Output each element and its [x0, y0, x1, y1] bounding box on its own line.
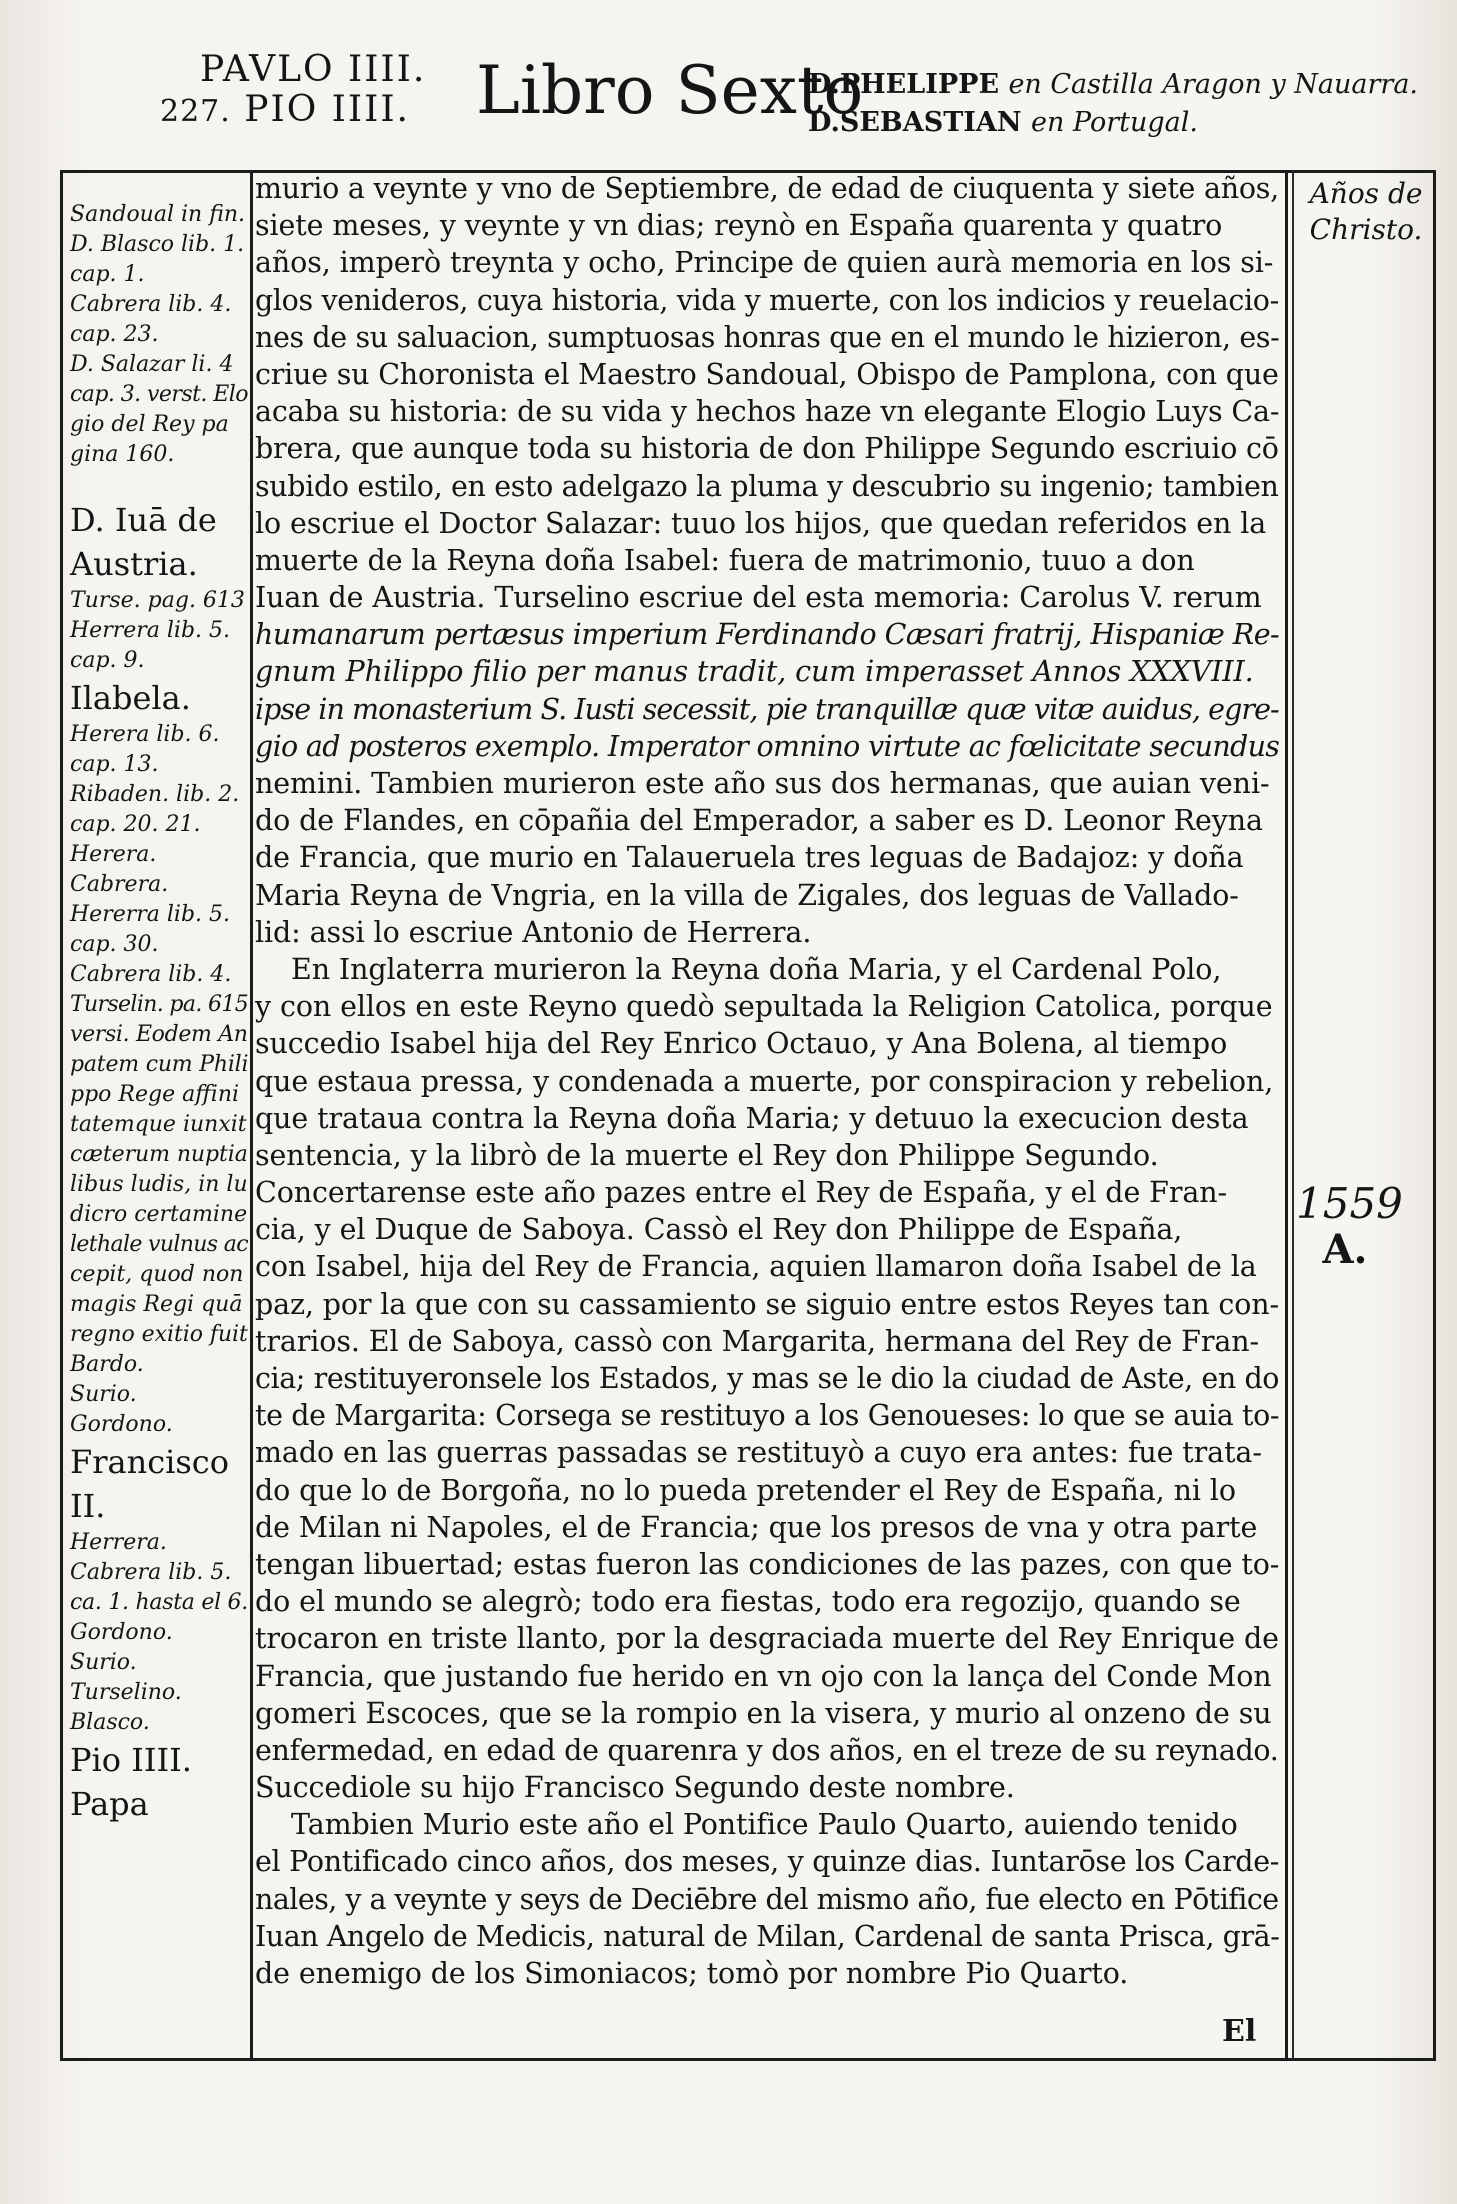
right-column-rule	[1285, 170, 1288, 2058]
margin-note: regno exitio fuit	[70, 1322, 248, 1347]
margin-note: Herera.	[70, 842, 157, 867]
years-heading-2: Christo.	[1309, 213, 1423, 246]
margin-heading-papa: Papa	[70, 1785, 149, 1823]
text-line: que estaua pressa, y condenada a muerte, por conspiracion y rebelion,	[255, 1064, 1274, 1098]
paragraph-start-tambien: Tambien Murio este año el Pontifice Paulo Quarto, auiendo tenido	[291, 1808, 1238, 1842]
margin-note: Herrera.	[70, 1530, 167, 1555]
margin-note: dicro certamine	[70, 1202, 248, 1227]
margin-note: Gordono.	[70, 1620, 173, 1645]
margin-note: cepit, quod non	[70, 1262, 244, 1287]
margin-note: cæterum nuptia	[70, 1142, 248, 1167]
text-line: con Isabel, hija del Rey de Francia, aquien llamaron doña Isabel de la	[255, 1250, 1257, 1284]
text-line: mado en las guerras passadas se restituyò a cuyo era antes: fue trata-	[255, 1436, 1262, 1470]
text-line: Succediole su hijo Francisco Segundo deste nombre.	[255, 1771, 1015, 1805]
text-line: Maria Reyna de Vngria, en la villa de Zigales, dos leguas de Vallado-	[255, 878, 1239, 912]
margin-note: Turselino.	[70, 1680, 182, 1705]
margin-note: Cabrera.	[70, 872, 169, 897]
margin-note: cap. 20. 21.	[70, 812, 201, 837]
text-line-latin-quote: gnum Philippo filio per manus tradit, cum imperasset Annos XXXVIII.	[255, 655, 1254, 689]
text-line: trocaron en triste llanto, por la desgraciada muerte del Rey Enrique de	[255, 1622, 1279, 1656]
margin-note: gina 160.	[70, 442, 175, 467]
margin-note: lethale vulnus ac	[70, 1232, 248, 1257]
margin-note: Turse. pag. 613	[70, 588, 245, 613]
text-line: do de Flandes, en cōpañia del Emperador, a saber es D. Leonor Reyna	[255, 804, 1263, 838]
margin-note: Herrera lib. 5.	[70, 618, 231, 643]
margin-heading-francisco: Francisco	[70, 1443, 229, 1481]
margin-note: cap. 1.	[70, 262, 145, 287]
text-line-latin-quote: humanarum pertæsus imperium Ferdinando Cæsari fratrij, Hispaniæ Re-	[255, 618, 1280, 652]
margin-note: Sandoual in fin.	[70, 202, 246, 227]
margin-note: libus ludis, in lu	[70, 1172, 248, 1197]
pope-line-2: PIO IIII.	[244, 89, 410, 130]
margin-note: Hererra lib. 5.	[70, 902, 231, 927]
margin-note: cap. 23.	[70, 322, 159, 347]
text-line: Iuan Angelo de Medicis, natural de Milan, Cardenal de santa Prisca, grā-	[255, 1919, 1280, 1953]
text-line: te de Margarita: Corsega se restituyo a los Genoueses: lo que se auia to-	[255, 1399, 1280, 1433]
text-line: cia; restituyeronsele los Estados, y mas se le dio la ciudad de Aste, en do	[255, 1362, 1280, 1395]
text-line: de Milan ni Napoles, el de Francia; que los presos de vna y otra parte	[255, 1510, 1258, 1544]
text-line-latin-quote: gio ad posteros exemplo. Imperator omnino virtute ac fœlicitate secundus	[255, 729, 1280, 763]
text-line: años, imperò treynta y ocho, Principe de quien aurà memoria en los si-	[255, 246, 1274, 280]
text-line: subido estilo, en esto adelgazo la pluma y descubrio su ingenio; tambien	[255, 469, 1279, 503]
catchword: El	[1222, 2014, 1257, 2049]
margin-note: Gordono.	[70, 1412, 173, 1437]
text-line: paz, por la que con su cassamiento se siguio entre estos Reyes tan con-	[255, 1287, 1280, 1321]
text-line: gomeri Escoces, que se la rompio en la visera, y murio al onzeno de su	[255, 1696, 1272, 1730]
right-column-rule-inner	[1292, 170, 1294, 2058]
margin-note: ppo Rege affini	[70, 1082, 240, 1107]
margin-heading-pio-iiii: Pio IIII.	[70, 1741, 192, 1779]
text-line: nes de su saluacion, sumptuosas honras que en el mundo le hizieron, es-	[255, 320, 1280, 354]
book-title: Libro Sexto	[476, 52, 864, 129]
text-line: el Pontificado cinco años, dos meses, y quinze dias. Iuntarōse los Carde-	[255, 1845, 1280, 1879]
folio-number: 227.	[160, 94, 231, 129]
margin-note: Cabrera lib. 4.	[70, 292, 232, 317]
king-name-1: D.PHELIPPE	[808, 69, 1000, 100]
text-line: trarios. El de Saboya, cassò con Margarita, hermana del Rey de Fran-	[255, 1324, 1260, 1358]
right-margin	[1296, 176, 1436, 248]
text-line: do el mundo se alegrò; todo era fiestas, todo era regozijo, quando se	[255, 1585, 1241, 1619]
king-realm-1: en Castilla Aragon y Nauarra.	[1008, 69, 1419, 100]
paragraph-start-inglaterra: En Inglaterra murieron la Reyna doña Maria, y el Cardenal Polo,	[291, 952, 1222, 986]
text-line: lo escriue el Doctor Salazar: tuuo los hijos, que quedan referidos en la	[255, 506, 1267, 540]
text-line: murio a veynte y vno de Septiembre, de edad de ciuquenta y siete años,	[255, 172, 1279, 205]
margin-note: cap. 13.	[70, 752, 159, 777]
margin-heading-juan-de-austria-2: Austria.	[70, 545, 198, 583]
margin-note: D. Salazar li. 4	[70, 352, 234, 377]
margin-note: patem cum Phili	[70, 1052, 249, 1077]
year-letter-marker: A.	[1322, 1226, 1368, 1273]
margin-note: D. Blasco lib. 1.	[70, 232, 245, 257]
paragraph-start-concertarense: Concertarense este año pazes entre el Rey de España, y el de Fran-	[255, 1176, 1228, 1210]
text-line: Iuan de Austria. Turselino escriue del esta memoria: Carolus V. rerum	[255, 581, 1262, 615]
text-line: que trataua contra la Reyna doña Maria; y detuuo la execucion desta	[255, 1101, 1249, 1135]
text-line-latin-quote: ipse in monasterium S. Iusti secessit, pie tranquillæ quæ vitæ auidus, egre-	[255, 692, 1279, 726]
margin-note: Bardo.	[70, 1352, 144, 1377]
text-line: y con ellos en este Reyno quedò sepultada la Religion Catolica, porque	[255, 990, 1273, 1024]
margin-note: cap. 3. verst. Elo	[70, 382, 248, 407]
text-line: nemini. Tambien murieron este año sus dos hermanas, que auian veni-	[255, 767, 1270, 800]
margin-note: Blasco.	[70, 1710, 150, 1735]
text-line: de Francia, que murio en Talaueruela tres leguas de Badajoz: y doña	[255, 841, 1244, 875]
margin-heading-francisco-2: II.	[70, 1487, 106, 1525]
running-head-right	[808, 66, 1418, 142]
text-line: tengan libuertad; estas fueron las condiciones de las pazes, con que to-	[255, 1547, 1280, 1581]
years-heading-1: Años de	[1309, 177, 1423, 210]
margin-note: cap. 30.	[70, 932, 159, 957]
page-header	[0, 0, 1457, 180]
margin-note: magis Regi quā	[70, 1292, 243, 1317]
margin-note: Cabrera lib. 4.	[70, 962, 232, 987]
text-line: cia, y el Duque de Saboya. Cassò el Rey don Philippe de España,	[255, 1213, 1183, 1247]
text-line: siete meses, y veynte y vn dias; reynò en España quarenta y quatro	[255, 209, 1223, 243]
text-line: de enemigo de los Simoniacos; tomò por nombre Pio Quarto.	[255, 1957, 1129, 1990]
margin-note: versi. Eodem An	[70, 1022, 248, 1047]
text-line: do que lo de Borgoña, no lo pueda pretender el Rey de España, ni lo	[255, 1473, 1236, 1507]
left-column-rule	[250, 170, 253, 2058]
left-marginal-notes	[70, 200, 250, 1826]
text-line: nales, y a veynte y seys de Deciēbre del mismo año, fue electo en Pōtifice	[255, 1882, 1279, 1916]
margin-note: Surio.	[70, 1382, 137, 1407]
margin-note: tatemque iunxit	[70, 1112, 247, 1137]
margin-note: Herera lib. 6.	[70, 722, 220, 747]
text-line: criue su Choronista el Maestro Sandoual, Obispo de Pamplona, con que	[255, 357, 1279, 391]
king-name-2: D.SEBASTIAN	[808, 107, 1022, 138]
text-line: sentencia, y la librò de la muerte el Rey don Philippe Segundo.	[255, 1138, 1159, 1172]
margin-note: ca. 1. hasta el 6.	[70, 1590, 248, 1615]
text-line: glos venideros, cuya historia, vida y muerte, con los indicios y reuelacio-	[255, 283, 1279, 317]
text-line: Francia, que justando fue herido en vn ojo con la lança del Conde Mon	[255, 1659, 1272, 1693]
margin-note: Turselin. pa. 615	[70, 992, 249, 1017]
margin-note: Surio.	[70, 1650, 137, 1675]
margin-heading-isabela: Ilabela.	[70, 679, 191, 717]
margin-note: gio del Rey pa	[70, 412, 229, 437]
margin-note: cap. 9.	[70, 648, 145, 673]
main-text-column	[255, 170, 1283, 1992]
text-line: lid: assi lo escriue Antonio de Herrera.	[255, 915, 812, 949]
margin-heading-juan-de-austria: D. Iuā de	[70, 501, 217, 539]
pope-line-1: PAVLO IIII.	[200, 49, 427, 90]
margin-note: Cabrera lib. 5.	[70, 1560, 232, 1585]
text-line: brera, que aunque toda su historia de don Philippe Segundo escriuio cō	[255, 432, 1279, 466]
text-line: succedio Isabel hija del Rey Enrico Octauo, y Ana Bolena, al tiempo	[255, 1027, 1228, 1061]
text-line: muerte de la Reyna doña Isabel: fuera de matrimonio, tuuo a don	[255, 543, 1195, 577]
text-line: enfermedad, en edad de quarenra y dos años, en el treze de su reynado.	[255, 1733, 1279, 1767]
running-head-left	[160, 50, 426, 132]
text-line: acaba su historia: de su vida y hechos haze vn elegante Elogio Luys Ca-	[255, 395, 1280, 429]
king-realm-2: en Portugal.	[1030, 107, 1198, 138]
year-marker: 1559	[1296, 1179, 1403, 1228]
margin-note: Ribaden. lib. 2.	[70, 782, 240, 807]
